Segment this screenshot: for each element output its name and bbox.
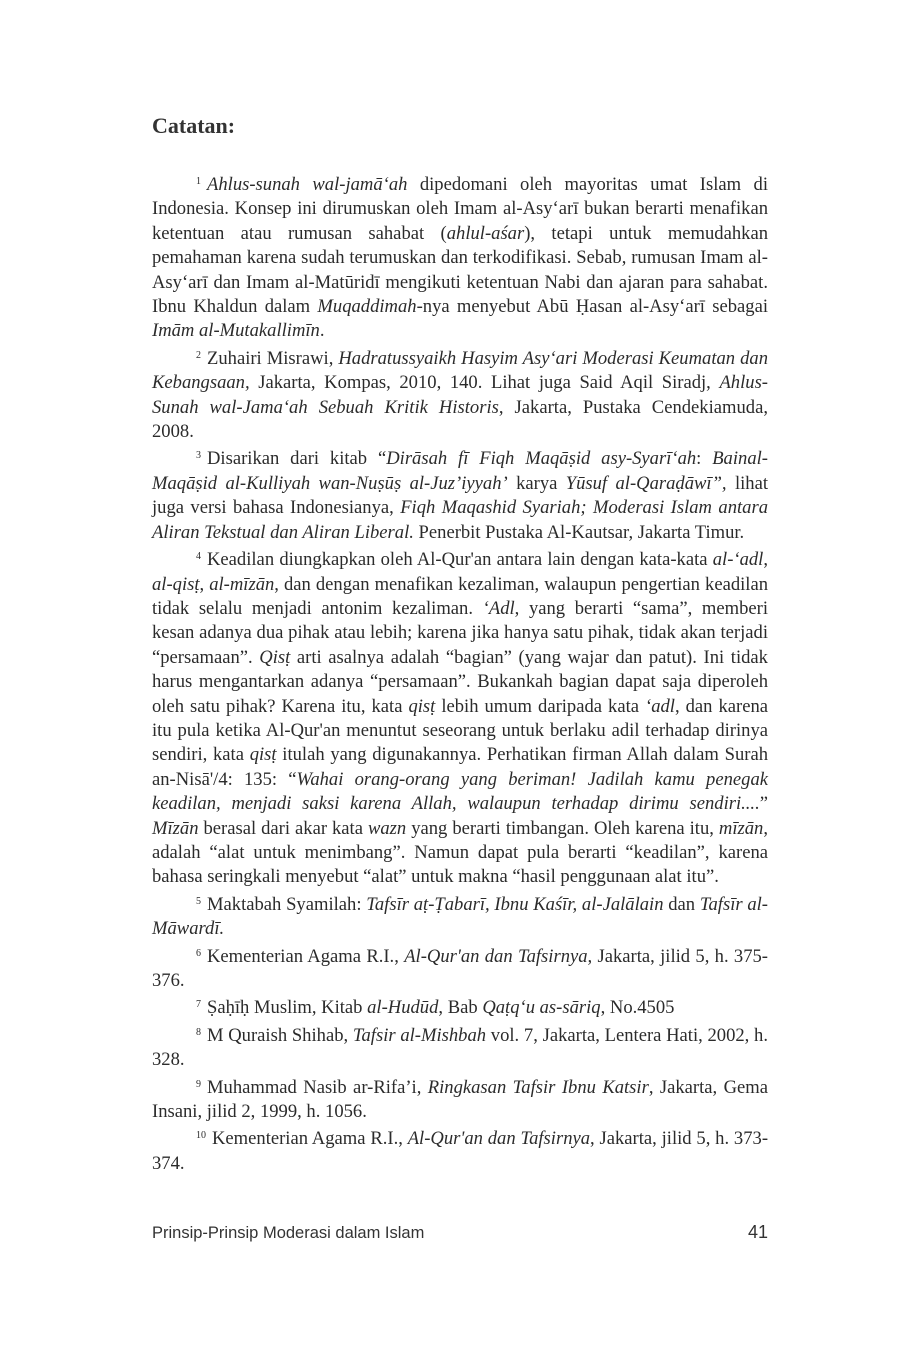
- italic-term: ahlul-aśar: [446, 222, 525, 244]
- footnote-text: , yang berarti “sama”, memberi kesan adanya dua pihak atau lebih; karena jika hanya satu pihak, tidak akan terjadi “persamaan”.: [152, 597, 768, 668]
- footnote-5: [152, 890, 768, 942]
- italic-term: Fiqh Maqashid Syariah; Moderasi Islam antara Aliran Tekstual dan Aliran Liberal.: [152, 497, 768, 543]
- footnote-number: 2: [196, 349, 201, 361]
- footnote-text: , No.4505: [600, 997, 675, 1019]
- italic-term: Wahai orang-orang yang beriman! Jadilah kamu penegak keadilan, menjadi saksi karena Allah, walaupun terhadap dirimu sendiri....: [152, 768, 768, 815]
- footnote-number: 6: [196, 947, 201, 959]
- footnote-2: [152, 344, 768, 445]
- footnote-10: [152, 1124, 768, 1176]
- italic-term: Tafsīr aṭ-Ṭabarī, Ibnu Kaśīr, al-Jalālain: [366, 893, 664, 915]
- italic-term: ‘Adl: [482, 597, 515, 619]
- footnote-4: [152, 545, 768, 890]
- footnote-number: 3: [196, 450, 201, 462]
- italic-term: Tafsir al-Mishbah: [352, 1024, 487, 1046]
- italic-term: Qisṭ: [259, 646, 291, 668]
- footnote-text: vol. 7, Jakarta, Lentera Hati, 2002, h. 328.: [152, 1024, 768, 1071]
- italic-term: Ahlus-sunah wal-jamā‘ah: [207, 174, 408, 195]
- footnote-text: berasal dari akar kata: [198, 817, 368, 839]
- footnote-text: -nya menyebut Abū Ḥasan al-Asy‘arī sebagai: [416, 296, 768, 318]
- italic-term: Tafsīr al-Māwardī.: [152, 893, 768, 940]
- italic-term: al-qisṭ: [152, 573, 200, 595]
- footnote-3: [152, 444, 768, 545]
- footnote-8: [152, 1021, 768, 1073]
- footnote-text: Zuhairi Misrawi,: [207, 347, 339, 369]
- italic-term: al-mīzān: [209, 573, 275, 595]
- italic-term: wazn: [367, 817, 407, 839]
- italic-term: qisṭ: [249, 744, 277, 766]
- footnote-text: ”: [759, 793, 768, 815]
- italic-term: Hadratussyaikh Hasyim Asy‘ari Moderasi Keumatan dan Kebangsaan,: [152, 347, 768, 394]
- footnote-text: , adalah “alat untuk menimbang”. Namun dapat pula berarti “keadilan”, karena bahasa seringkali menyebut “alat” untuk makna “hasil penggunaan alat itu”.: [152, 817, 768, 888]
- italic-term: Yūsuf al-Qaraḍāwī”,: [565, 472, 727, 494]
- footnote-text: Ṣaḥīḥ Muslim, Kitab: [207, 997, 368, 1019]
- footnote-text: , dan karena itu pula ketika Al-Qur'an menuntut seseorang untuk berlaku adil terhadap dirinya sendiri, kata: [152, 695, 768, 766]
- footnote-number: 1: [196, 176, 201, 187]
- italic-term: al-‘adl: [712, 549, 764, 571]
- italic-term: Ahlus-Sunah wal-Jama‘ah Sebuah Kritik Historis: [152, 372, 768, 418]
- italic-term: Al-Qur'an dan Tafsirnya: [407, 1128, 591, 1150]
- footnote-1: [152, 170, 768, 344]
- italic-term: qisṭ: [408, 695, 436, 717]
- footnote-text: , Jakarta, Gema Insani, jilid 2, 1999, h. 1056.: [152, 1076, 768, 1123]
- footnote-text: , Jakarta, Pustaka Cendekiamuda, 2008.: [152, 396, 768, 443]
- page-number: 41: [747, 1222, 768, 1242]
- footnote-number: 5: [196, 895, 201, 907]
- footnote-7: [152, 993, 768, 1020]
- footnote-text: arti asalnya adalah “bagian” (yang wajar dan patut). Ini tidak harus mengantarkan adanya “persamaan”. Bukankah bagian dapat saja diperoleh oleh satu pihak? Karena itu, kata: [152, 646, 768, 717]
- footnote-text: ), tetapi untuk memudahkan pemahaman karena sudah terumuskan dan terkodifikasi. Sebab, rumusan Imam al-Asy‘arī dan Imam al-Matūridī mengikuti ketentuan Nabi dan ajaran para sahabat. Ibnu Khaldun dalam: [152, 222, 769, 318]
- italic-term: al-Hudūd: [367, 997, 439, 1019]
- italic-term: Imām al-Mutakallimīn: [152, 320, 320, 342]
- footnote-number: 4: [196, 551, 201, 563]
- footnote-text: Jakarta, Kompas, 2010, 140. Lihat juga Said Aqil Siradj,: [249, 372, 720, 394]
- footnote-text: lebih umum daripada kata: [435, 695, 645, 717]
- footnote-text: Maktabah Syamilah:: [207, 893, 367, 915]
- footnote-text: Kementerian Agama R.I.,: [212, 1128, 408, 1150]
- footnote-text: :: [696, 448, 713, 470]
- footnote-text: itulah yang digunakannya. Perhatikan firman Allah dalam Surah an-Nisā'/4: 135: “: [152, 744, 768, 790]
- running-footer-title: Prinsip-Prinsip Moderasi dalam Islam: [152, 1224, 425, 1242]
- footnote-text: dan: [663, 893, 700, 915]
- italic-term: Bainal-Maqāṣid al-Kulliyah wan-Nuṣūṣ al-Juz’iyyah’: [152, 448, 768, 494]
- footnote-text: lihat juga versi bahasa Indonesianya,: [152, 472, 768, 519]
- footnote-text: Jakarta, jilid 5, h. 375-376.: [152, 945, 768, 991]
- footnote-text: karya: [507, 472, 566, 494]
- footnote-text: , Bab: [438, 997, 483, 1019]
- footnote-text: Penerbit Pustaka Al-Kautsar, Jakarta Timur.: [413, 521, 745, 543]
- italic-term: Ringkasan Tafsir Ibnu Katsir: [427, 1076, 649, 1098]
- footnote-text: , dan dengan menafikan kezaliman, walaupun pengertian keadilan tidak selalu menjadi antonim kezaliman.: [152, 573, 768, 619]
- footnote-9: [152, 1073, 768, 1125]
- footnote-text: Kementerian Agama R.I.,: [207, 945, 405, 967]
- footnote-number: 8: [196, 1026, 201, 1038]
- footnote-text: Disarikan dari kitab “: [207, 448, 387, 470]
- italic-term: Al-Qur'an dan Tafsirnya,: [404, 945, 593, 967]
- footnote-6: [152, 942, 768, 994]
- footnote-text: ,: [199, 573, 210, 595]
- footnote-number: 7: [196, 999, 201, 1011]
- footnote-text: dipedomani oleh mayoritas umat Islam di Indonesia. Konsep ini dirumuskan oleh Imam al-Asy‘arī bukan berarti menafikan ketentuan atau rumusan sahabat (: [152, 174, 768, 244]
- section-heading: Catatan:: [152, 113, 236, 138]
- italic-term: ‘adl: [645, 695, 675, 717]
- italic-term: mīzān: [718, 817, 764, 839]
- footnote-number: 9: [196, 1078, 201, 1090]
- footnote-text: , Jakarta, jilid 5, h. 373-374.: [152, 1128, 769, 1174]
- footnote-text: Muhammad Nasib ar-Rifa’i,: [207, 1076, 428, 1098]
- italic-term: Qaṭq‘u as-sāriq: [482, 997, 601, 1019]
- italic-term: Muqaddimah: [317, 296, 417, 318]
- footnote-text: Keadilan diungkapkan oleh Al-Qur'an antara lain dengan kata-kata: [207, 549, 713, 571]
- footnote-text: .: [319, 320, 325, 342]
- footnote-number: 10: [196, 1130, 206, 1142]
- footnote-text: yang berarti timbangan. Oleh karena itu,: [406, 817, 719, 839]
- footnotes-list: [152, 170, 768, 1176]
- italic-term: Dirāsah fī Fiqh Maqāṣid asy-Syarī‘ah: [386, 448, 697, 470]
- footnote-text: ,: [763, 549, 768, 571]
- italic-term: Mīzān: [152, 817, 199, 839]
- footnote-text: M Quraish Shihab,: [207, 1024, 353, 1046]
